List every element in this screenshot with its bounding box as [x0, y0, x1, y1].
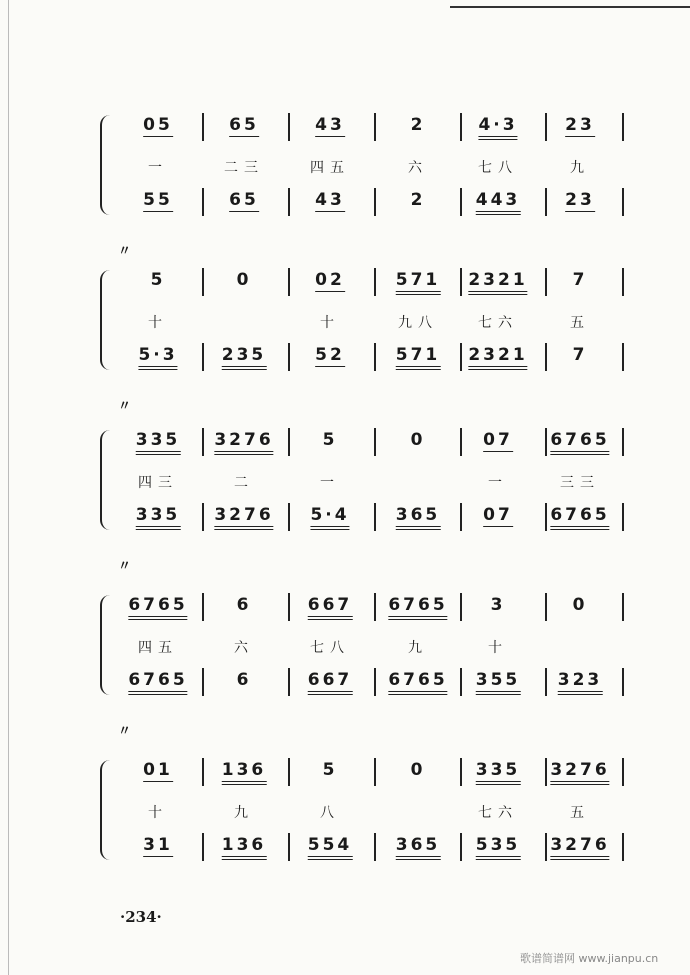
barline: [460, 503, 462, 531]
barline: [545, 188, 547, 216]
barline: [460, 113, 462, 141]
note-group: 554: [308, 835, 353, 860]
note-group: 55: [143, 190, 173, 210]
note-group: 6765: [550, 505, 609, 530]
barline: [622, 268, 624, 296]
barline: [545, 503, 547, 531]
system-brace: [100, 115, 112, 215]
lyric-text: 九八: [398, 315, 438, 331]
note-group: 43: [315, 190, 345, 210]
note-group: 535: [476, 835, 521, 860]
barline: [545, 593, 547, 621]
lyric-text: 五: [570, 805, 590, 821]
note-group: 3276: [550, 835, 609, 860]
note-group: 3: [490, 595, 506, 615]
note-group: 43: [315, 115, 345, 135]
note-group: 136: [222, 835, 267, 860]
barline: [202, 188, 204, 216]
barline: [545, 113, 547, 141]
note-group: 6765: [128, 595, 187, 620]
page-number: ·234·: [120, 908, 162, 926]
lyric-text: 一: [148, 160, 168, 176]
lyric-text: 十: [148, 315, 168, 331]
section-mark: 〃: [118, 399, 132, 414]
section-mark: 〃: [118, 244, 132, 259]
note-group: 23: [565, 190, 595, 210]
barline: [374, 503, 376, 531]
barline: [202, 268, 204, 296]
barline: [545, 833, 547, 861]
barline: [622, 113, 624, 141]
lyric-text: 二: [234, 475, 254, 491]
barline: [202, 833, 204, 861]
note-group: 5·3: [138, 345, 177, 370]
note-group: 6765: [128, 670, 187, 695]
note-group: 2: [410, 190, 426, 210]
barline: [202, 503, 204, 531]
note-group: 323: [558, 670, 603, 695]
note-group: 31: [143, 835, 173, 855]
section-mark: 〃: [118, 724, 132, 739]
barline: [622, 343, 624, 371]
score-system: [0, 760, 690, 880]
note-group: 6765: [388, 670, 447, 695]
note-group: 443: [476, 190, 521, 215]
barline: [288, 758, 290, 786]
lyric-text: 四五: [138, 640, 178, 656]
barline: [460, 593, 462, 621]
barline: [374, 268, 376, 296]
note-group: 571: [396, 345, 441, 370]
barline: [622, 758, 624, 786]
barline: [545, 268, 547, 296]
lyric-text: 四三: [138, 475, 178, 491]
lyric-text: 五: [570, 315, 590, 331]
lyric-text: 七八: [478, 160, 518, 176]
barline: [288, 833, 290, 861]
lyric-text: 十: [148, 805, 168, 821]
note-group: 52: [315, 345, 345, 365]
note-group: 2: [410, 115, 426, 135]
note-group: 07: [483, 430, 513, 450]
note-group: 4·3: [478, 115, 517, 140]
note-group: 235: [222, 345, 267, 370]
barline: [374, 113, 376, 141]
note-group: 65: [229, 190, 259, 210]
note-group: 5·4: [310, 505, 349, 530]
barline: [622, 503, 624, 531]
barline: [374, 188, 376, 216]
note-group: 5: [150, 270, 166, 290]
lyric-text: 六: [234, 640, 254, 656]
barline: [374, 833, 376, 861]
lyric-text: 一: [488, 475, 508, 491]
lyric-text: 七六: [478, 315, 518, 331]
barline: [288, 503, 290, 531]
lyric-text: 三三: [560, 475, 600, 491]
note-group: 335: [136, 505, 181, 530]
barline: [288, 113, 290, 141]
note-group: 3276: [214, 505, 273, 530]
barline: [288, 593, 290, 621]
note-group: 0: [410, 430, 426, 450]
note-group: 05: [143, 115, 173, 135]
lyric-text: 八: [320, 805, 340, 821]
barline: [288, 188, 290, 216]
barline: [288, 668, 290, 696]
barline: [460, 268, 462, 296]
lyric-text: 七八: [310, 640, 350, 656]
note-group: 6765: [388, 595, 447, 620]
note-group: 5: [322, 430, 338, 450]
note-group: 355: [476, 670, 521, 695]
lyric-text: 七六: [478, 805, 518, 821]
note-group: 3276: [214, 430, 273, 455]
note-group: 6: [236, 670, 252, 690]
barline: [288, 428, 290, 456]
barline: [202, 113, 204, 141]
note-group: 3276: [550, 760, 609, 785]
barline: [202, 428, 204, 456]
system-brace: [100, 270, 112, 370]
barline: [545, 428, 547, 456]
note-group: 0: [410, 760, 426, 780]
section-mark: 〃: [118, 559, 132, 574]
note-group: 667: [308, 595, 353, 620]
barline: [202, 593, 204, 621]
barline: [202, 343, 204, 371]
lyric-text: 十: [488, 640, 508, 656]
barline: [545, 343, 547, 371]
note-group: 365: [396, 835, 441, 860]
lyric-text: 九: [570, 160, 590, 176]
note-group: 2321: [468, 345, 527, 370]
barline: [288, 268, 290, 296]
barline: [460, 343, 462, 371]
barline: [545, 758, 547, 786]
barline: [374, 428, 376, 456]
note-group: 2321: [468, 270, 527, 295]
barline: [374, 593, 376, 621]
lyric-text: 二三: [224, 160, 264, 176]
barline: [288, 343, 290, 371]
note-group: 07: [483, 505, 513, 525]
barline: [374, 668, 376, 696]
barline: [374, 758, 376, 786]
system-brace: [100, 760, 112, 860]
barline: [622, 428, 624, 456]
note-group: 667: [308, 670, 353, 695]
lyric-text: 十: [320, 315, 340, 331]
note-group: 365: [396, 505, 441, 530]
system-brace: [100, 430, 112, 530]
barline: [460, 428, 462, 456]
barline: [460, 758, 462, 786]
score-system: [0, 270, 690, 390]
lyric-text: 九: [234, 805, 254, 821]
barline: [622, 188, 624, 216]
system-brace: [100, 595, 112, 695]
note-group: 7: [572, 345, 588, 365]
note-group: 7: [572, 270, 588, 290]
barline: [460, 833, 462, 861]
barline: [460, 188, 462, 216]
note-group: 23: [565, 115, 595, 135]
note-group: 5: [322, 760, 338, 780]
note-group: 02: [315, 270, 345, 290]
note-group: 136: [222, 760, 267, 785]
page-edge-top: [450, 6, 690, 8]
score-system: [0, 115, 690, 235]
note-group: 335: [476, 760, 521, 785]
note-group: 6: [236, 595, 252, 615]
barline: [545, 668, 547, 696]
lyric-text: 四五: [310, 160, 350, 176]
lyric-text: 一: [320, 475, 340, 491]
note-group: 0: [236, 270, 252, 290]
note-group: 335: [136, 430, 181, 455]
watermark: 歌谱简谱网 www.jianpu.cn: [520, 952, 659, 965]
score-system: [0, 430, 690, 550]
note-group: 6765: [550, 430, 609, 455]
note-group: 571: [396, 270, 441, 295]
barline: [622, 833, 624, 861]
score-system: [0, 595, 690, 715]
lyric-text: 九: [408, 640, 428, 656]
note-group: 65: [229, 115, 259, 135]
note-group: 01: [143, 760, 173, 780]
lyric-text: 六: [408, 160, 428, 176]
barline: [202, 758, 204, 786]
barline: [202, 668, 204, 696]
barline: [460, 668, 462, 696]
barline: [622, 593, 624, 621]
note-group: 0: [572, 595, 588, 615]
barline: [374, 343, 376, 371]
barline: [622, 668, 624, 696]
